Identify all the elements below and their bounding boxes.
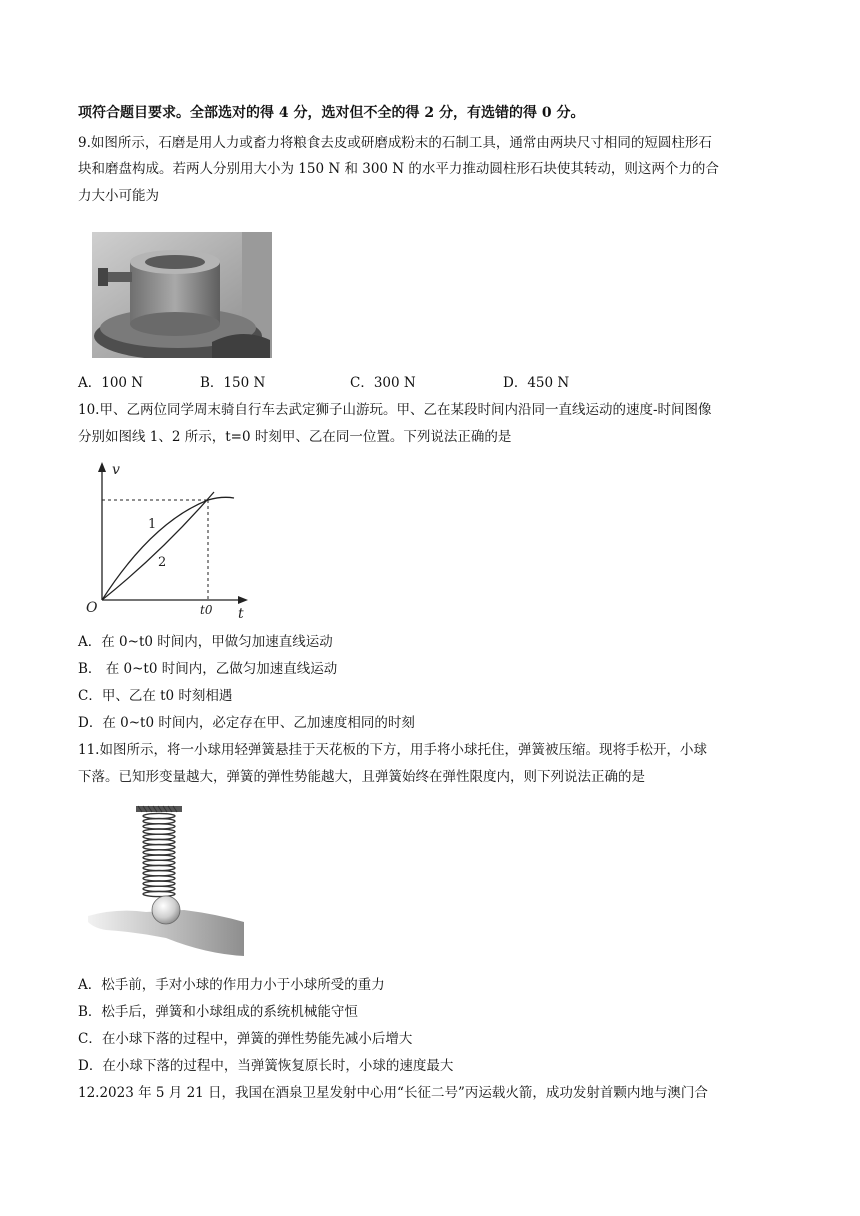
spring-coil — [143, 876, 175, 881]
q11-option-c[interactable]: C．在小球下落的过程中，弹簧的弹性势能先减小后增大 — [78, 1031, 413, 1047]
q10-option-d[interactable]: D．在 0~t0 时间内，必定存在甲、乙加速度相同的时刻 — [78, 715, 415, 731]
q10-option-a[interactable]: A．在 0~t0 时间内，甲做匀加速直线运动 — [78, 634, 333, 650]
q10-option-b[interactable]: B． 在 0~t0 时间内，乙做匀加速直线运动 — [78, 661, 338, 677]
q9-option-b[interactable]: B．150 N — [200, 375, 266, 391]
spring-coil — [143, 839, 175, 844]
spring-coil — [143, 834, 175, 839]
origin-label: O — [86, 600, 98, 616]
spring-coil — [143, 813, 175, 818]
q11-text-line-1: 11.如图所示，将一小球用轻弹簧悬挂于天花板的下方，用手将小球托住，弹簧被压缩。现将手松开，小球 — [78, 742, 707, 758]
ball — [152, 896, 180, 924]
t-axis-label: t — [238, 606, 244, 620]
q9-option-c[interactable]: C．300 N — [350, 375, 416, 391]
t0-label: t0 — [200, 603, 213, 617]
spring-coil — [143, 871, 175, 876]
line-2-label: 2 — [158, 555, 167, 570]
q11-option-b[interactable]: B．松手后，弹簧和小球组成的系统机械能守恒 — [78, 1004, 358, 1020]
spring-coil — [143, 819, 175, 824]
spring-coil — [143, 881, 175, 886]
q9-text-line-2: 块和磨盘构成。若两人分别用大小为 150 N 和 300 N 的水平力推动圆柱形石块使其转动，则这两个力的合 — [78, 161, 719, 177]
q11-text-line-2: 下落。已知形变量越大，弹簧的弹性势能越大，且弹簧始终在弹性限度内，则下列说法正确的是 — [78, 769, 645, 785]
spring — [143, 813, 175, 896]
q9-text-line-3: 力大小可能为 — [78, 188, 159, 204]
q9-text-line-1: 9.如图所示，石磨是用人力或畜力将粮食去皮或研磨成粉末的石制工具，通常由两块尺寸相同的短圆柱形石 — [78, 135, 712, 151]
q10-text-line-1: 10.甲、乙两位同学周末骑自行车去武定狮子山游玩。甲、乙在某段时间内沿同一直线运动的速度-时间图像 — [78, 402, 712, 418]
vt-graph — [82, 460, 252, 620]
v-axis-label: v — [112, 462, 120, 478]
spring-coil — [143, 845, 175, 850]
v-axis-arrow-icon — [98, 462, 106, 472]
q10-text-line-2: 分别如图线 1、2 所示，t=0 时刻甲、乙在同一位置。下列说法正确的是 — [78, 429, 512, 445]
spring-coil — [143, 865, 175, 870]
q9-option-a[interactable]: A．100 N — [78, 375, 144, 391]
q9-option-d[interactable]: D．450 N — [503, 375, 570, 391]
graph-line-1 — [102, 497, 234, 600]
spring-ball-hand-figure — [86, 804, 246, 960]
spring-coil — [143, 829, 175, 834]
spring-coil — [143, 855, 175, 860]
q12-text-line-1: 12.2023 年 5 月 21 日，我国在酒泉卫星发射中心用“长征二号”丙运载火箭，成功发射首颗内地与澳门合 — [78, 1085, 708, 1101]
t-axis-arrow-icon — [238, 596, 248, 604]
stone-mill-photo — [92, 232, 272, 358]
line-1-label: 1 — [148, 517, 157, 532]
spring-coil — [143, 886, 175, 891]
q11-option-a[interactable]: A．松手前，手对小球的作用力小于小球所受的重力 — [78, 977, 385, 993]
spring-coil — [143, 891, 175, 896]
q11-option-d[interactable]: D．在小球下落的过程中，当弹簧恢复原长时，小球的速度最大 — [78, 1058, 454, 1074]
spring-coil — [143, 850, 175, 855]
q10-option-c[interactable]: C．甲、乙在 t0 时刻相遇 — [78, 688, 233, 704]
spring-coil — [143, 860, 175, 865]
spring-coil — [143, 824, 175, 829]
section-instructions: 项符合题目要求。全部选对的得 4 分，选对但不全的得 2 分，有选错的得 0 分。 — [78, 105, 585, 121]
graph-line-2 — [102, 492, 214, 600]
